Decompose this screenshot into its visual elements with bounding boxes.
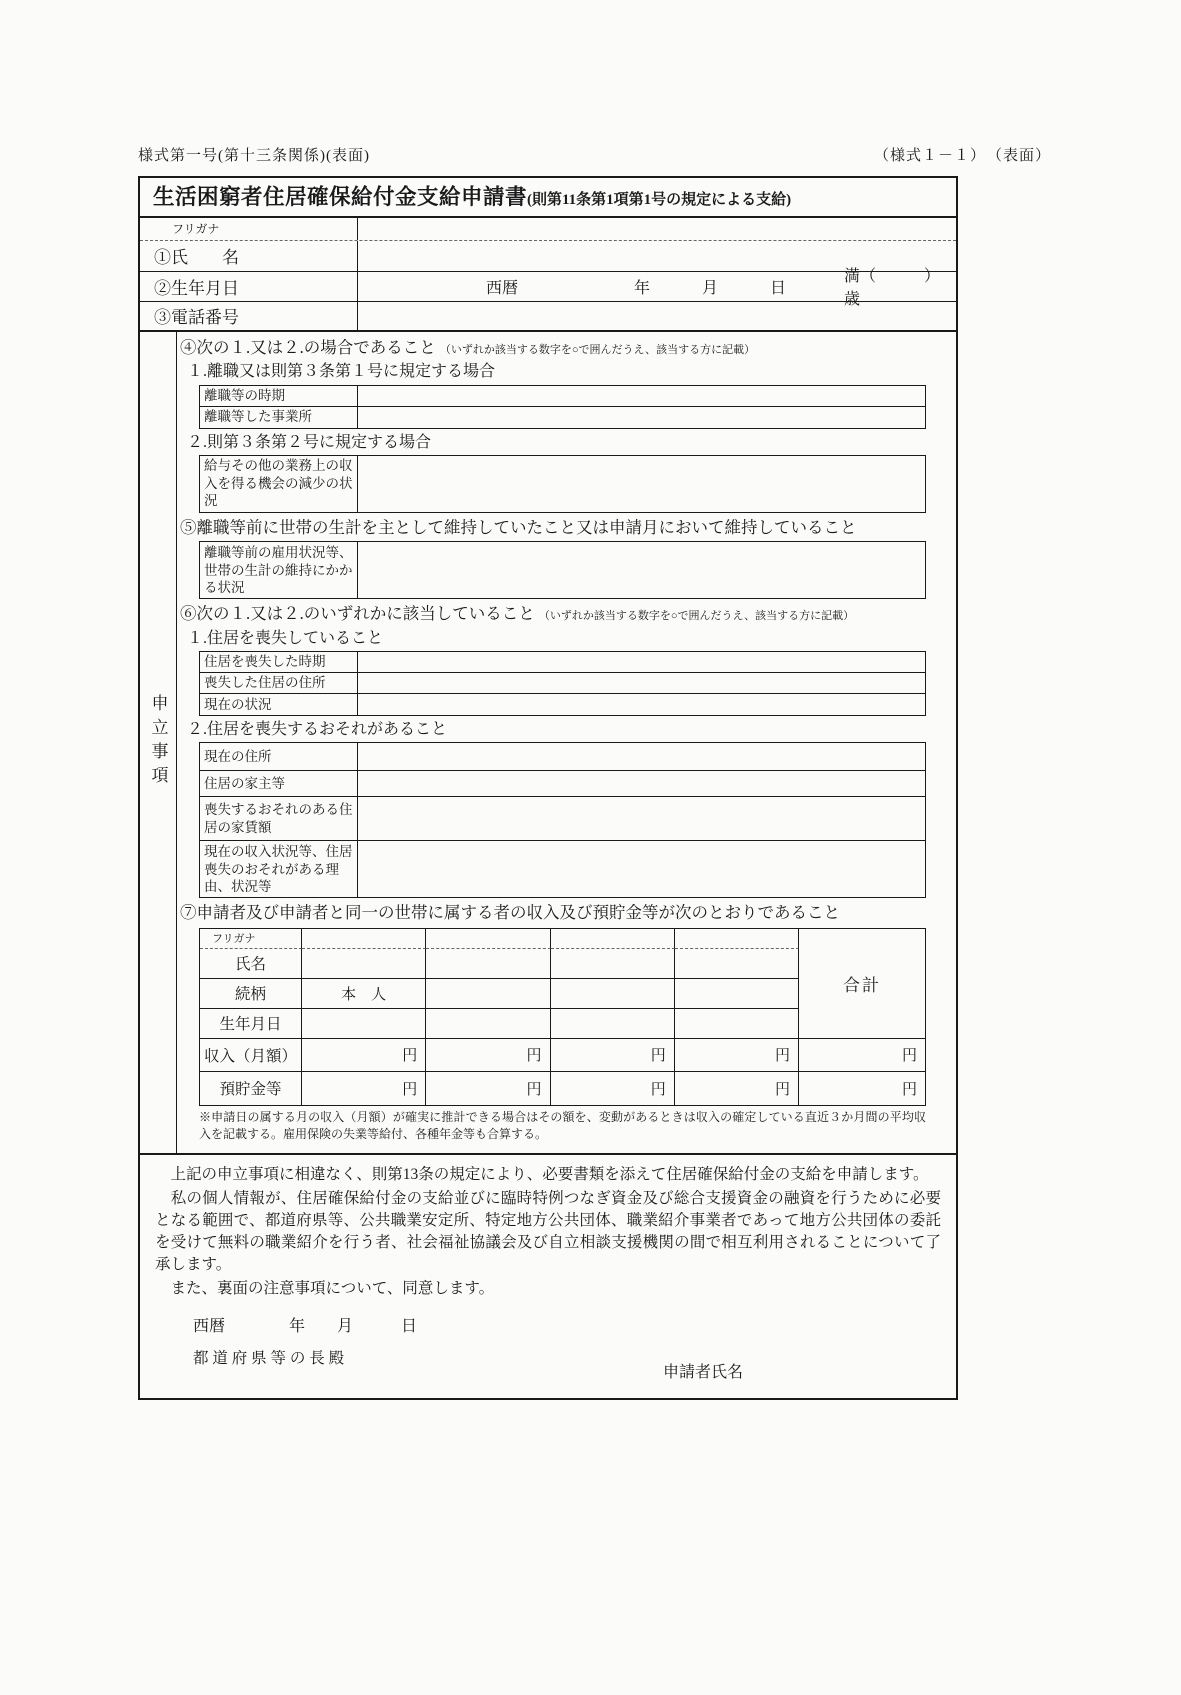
income-furigana-field-4[interactable]: [675, 929, 799, 949]
income-monthly-field-4[interactable]: 円: [675, 1039, 799, 1072]
table-row: [200, 841, 925, 897]
furigana-label: フリガナ: [140, 218, 358, 240]
document-header: [138, 144, 1051, 165]
item5-heading: ⑤離職等前に世帯の生計を主として維持していたこと又は申請月において維持していること: [180, 517, 857, 537]
income-name-field-3[interactable]: [551, 949, 675, 979]
table-row: [200, 771, 925, 797]
income-birth-field-3[interactable]: [551, 1009, 675, 1039]
item6-case1-title: １.住居を喪失していること: [187, 629, 384, 647]
item6-case2-row3-field[interactable]: [358, 797, 925, 840]
name-row: [140, 241, 956, 272]
income-furigana-field-1[interactable]: [302, 929, 426, 949]
item6-case2-table: [199, 742, 926, 898]
household-income-table: [199, 928, 926, 1106]
income-relation-label: 続柄: [200, 979, 302, 1009]
item4-case1-title: １.離職又は則第３条第１号に規定する場合: [187, 363, 496, 381]
savings-field-4[interactable]: 円: [675, 1072, 799, 1105]
item6-case2-row1-field[interactable]: [358, 743, 925, 770]
item4-heading-row: [177, 335, 956, 361]
income-monthly-field-2[interactable]: 円: [426, 1039, 550, 1072]
income-total-label: 合計: [799, 929, 925, 1039]
item6-heading: ⑥次の１.又は２.のいずれかに該当していること: [180, 604, 535, 624]
declaration-footer: [193, 1346, 941, 1382]
item6-heading-note: （いずれか該当する数字を○で囲んだうえ、該当する方に記載）: [538, 610, 855, 623]
income-furigana-field-3[interactable]: [551, 929, 675, 949]
income-monthly-label: 収入（月額）: [200, 1039, 302, 1072]
furigana-field[interactable]: [358, 218, 956, 240]
item-5: [177, 515, 956, 600]
item4-case1-row1-label: 離職等の時期: [200, 386, 358, 406]
item4-case1-row2-field[interactable]: [358, 407, 925, 428]
item6-case2-row4-label: 現在の収入状況等、住居喪失のおそれがある理由、状況等: [200, 841, 358, 897]
savings-label: 預貯金等: [200, 1072, 302, 1105]
item5-table: [199, 541, 926, 599]
name-label: ①氏 名: [140, 241, 358, 271]
income-furigana-field-2[interactable]: [426, 929, 550, 949]
income-table-note: ※申請日の属する月の収入（月額）が確実に推計できる場合はその額を、変動があるときは収入の確定している直近３か月間の平均収入を記載する。雇用保険の失業等給付、各種年金等も合算する。: [199, 1109, 926, 1142]
income-birth-label: 生年月日: [200, 1009, 302, 1039]
statement-section: [140, 332, 956, 1155]
table-row: [200, 386, 925, 407]
table-row: [200, 652, 925, 673]
income-birth-field-4[interactable]: [675, 1009, 799, 1039]
table-row: [200, 542, 925, 598]
income-relation-field-2[interactable]: [426, 979, 550, 1009]
day-label: 日: [770, 279, 787, 297]
item4-heading-note: （いずれか該当する数字を○で囲んだうえ、該当する方に記載）: [439, 343, 756, 356]
income-name-field-1[interactable]: [302, 949, 426, 979]
item6-case1-row1-field[interactable]: [358, 652, 925, 672]
item-4: [177, 335, 956, 513]
item4-case1-table: [199, 385, 926, 429]
item4-case1-row1-field[interactable]: [358, 386, 925, 406]
declaration-section: [140, 1155, 956, 1398]
table-row: [200, 456, 925, 512]
item5-heading-row: [177, 515, 956, 541]
furigana-row: [140, 218, 956, 241]
table-row: [200, 797, 925, 841]
item6-case1-table: [199, 651, 926, 716]
item4-case2-table: [199, 455, 926, 513]
income-monthly-field-3[interactable]: 円: [551, 1039, 675, 1072]
income-birth-field-2[interactable]: [426, 1009, 550, 1039]
birthdate-field[interactable]: [358, 268, 956, 309]
item6-case2-title: ２.住居を喪失するおそれがあること: [187, 721, 448, 739]
form-title-sub: (則第11条第1項第1号の規定による支給): [527, 192, 792, 208]
statement-section-vertical-label: 申立事項: [140, 332, 177, 1153]
statement-content: [177, 332, 956, 1153]
item6-case1-row1-label: 住居を喪失した時期: [200, 652, 358, 672]
item4-heading: ④次の１.又は２.の場合であること: [180, 337, 436, 357]
item6-case2-row2-label: 住居の家主等: [200, 771, 358, 796]
addressee-label: 都 道 府 県 等 の 長 殿: [193, 1349, 345, 1367]
form-box: [138, 176, 958, 1400]
phone-label: ③電話番号: [140, 302, 358, 330]
income-name-field-4[interactable]: [675, 949, 799, 979]
item6-case1-row3-label: 現在の状況: [200, 694, 358, 715]
table-row: [200, 407, 925, 428]
table-row: [200, 694, 925, 715]
era-label: 西暦: [486, 279, 519, 297]
income-name-label: 氏名: [200, 949, 302, 979]
income-relation-field-3[interactable]: [551, 979, 675, 1009]
month-label: 月: [702, 279, 719, 297]
form-style-number-left: 様式第一号(第十三条関係)(表面): [138, 148, 370, 164]
age-label: 満（ ）歳: [844, 268, 941, 309]
item5-row-field[interactable]: [358, 542, 925, 598]
item6-heading-row: [177, 601, 956, 627]
table-row: [200, 743, 925, 771]
item6-case1-row2-field[interactable]: [358, 673, 925, 693]
savings-total-field[interactable]: 円: [901, 1081, 917, 1098]
item6-case1-row3-field[interactable]: [358, 694, 925, 715]
declaration-back-notes-consent: また、裏面の注意事項について、同意します。: [155, 1279, 495, 1297]
birthdate-label: ②生年月日: [140, 272, 358, 301]
income-monthly-field-1[interactable]: 円: [302, 1039, 426, 1072]
item4-case2-row-label: 給与その他の業務上の収入を得る機会の減少の状況: [200, 456, 358, 512]
form-title: [140, 178, 956, 218]
item5-row-label: 離職等前の雇用状況等、世帯の生計の維持にかかる状況: [200, 542, 358, 598]
income-relation-field-4[interactable]: [675, 979, 799, 1009]
item4-case1-row2-label: 離職等した事業所: [200, 407, 358, 428]
item-6: [177, 601, 956, 898]
item6-case2-row4-field[interactable]: [358, 841, 925, 897]
application-date-field[interactable]: 西暦 年 月 日: [193, 1317, 418, 1335]
item6-case2-row3-label: 喪失するおそれのある住居の家賃額: [200, 797, 358, 840]
year-label: 年: [634, 279, 651, 297]
item7-heading-row: [177, 900, 956, 926]
income-relation-self: 本 人: [302, 979, 426, 1009]
savings-field-2[interactable]: 円: [426, 1072, 550, 1105]
table-row: [200, 673, 925, 694]
item6-case2-row1-label: 現在の住所: [200, 743, 358, 770]
item6-case2-row2-field[interactable]: [358, 771, 925, 796]
phone-row: [140, 302, 956, 332]
income-name-field-2[interactable]: [426, 949, 550, 979]
item6-case1-row2-label: 喪失した住居の住所: [200, 673, 358, 693]
item4-case2-title: ２.則第３条第２号に規定する場合: [187, 433, 432, 451]
savings-field-3[interactable]: 円: [551, 1072, 675, 1105]
phone-field[interactable]: [358, 302, 956, 330]
item7-heading: ⑦申請者及び申請者と同一の世帯に属する者の収入及び預貯金等が次のとおりであること: [180, 903, 840, 923]
declaration-privacy-consent: 私の個人情報が、住居確保給付金の支給並びに臨時特例つなぎ資金及び総合支援資金の融資を行うために必要となる範囲で、都道府県等、公共職業安定所、特定地方公共団体、職業紹介事業者であって地方公共団体の委託を受けて無料の職業紹介を行う者、社会福祉協議会及び自立相談支援機関の間で相互利用されることについて了承します。: [155, 1189, 941, 1273]
item4-case2-row-field[interactable]: [358, 456, 925, 512]
income-birth-field-1[interactable]: [302, 1009, 426, 1039]
form-title-main: 生活困窮者住居確保給付金支給申請書: [153, 185, 528, 209]
form-style-number-right: （様式１－１） （表面）: [873, 148, 1051, 164]
savings-field-1[interactable]: 円: [302, 1072, 426, 1105]
applicant-signature-label: 申請者氏名: [662, 1363, 743, 1381]
item-7: [177, 900, 956, 1143]
birthdate-row: [140, 268, 956, 309]
income-furigana-label: フリガナ: [200, 929, 302, 949]
declaration-application-statement: 上記の申立事項に相違なく、則第13条の規定により、必要書類を添えて住居確保給付金の支給を申請します。: [155, 1165, 929, 1183]
income-monthly-total-field[interactable]: 円: [799, 1039, 925, 1072]
